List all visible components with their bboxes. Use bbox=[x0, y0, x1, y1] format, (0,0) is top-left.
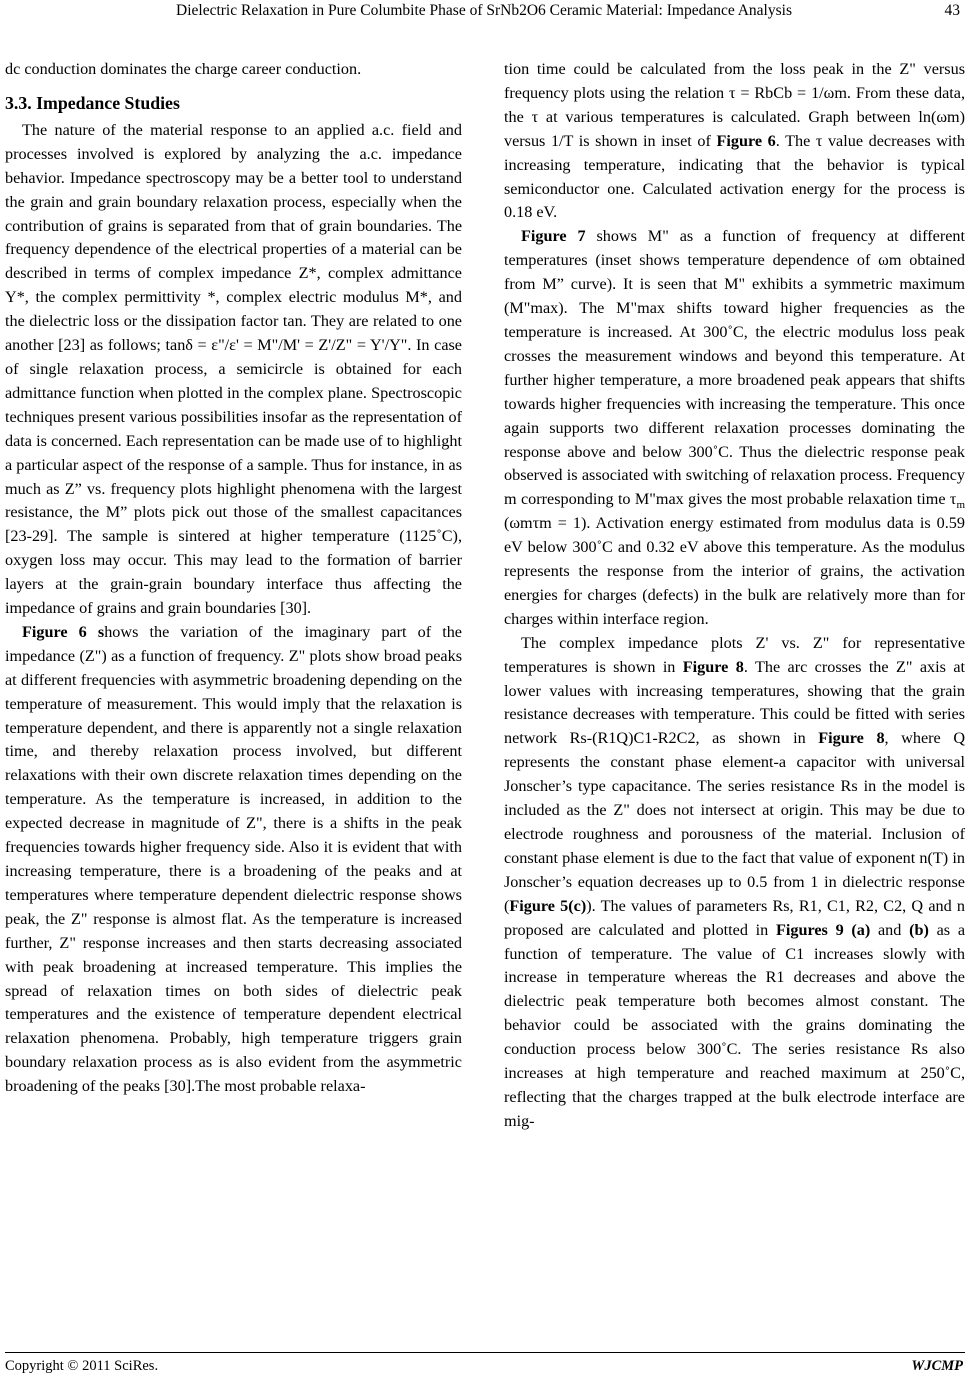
figure-ref-5c: Figure 5(c) bbox=[509, 896, 587, 915]
figure-ref-6-inset: Figure 6 bbox=[716, 131, 776, 150]
figure-ref-8-second: Figure 8 bbox=[818, 729, 885, 748]
paragraph-continuation: dc conduction dominates the charge career conduction. bbox=[5, 60, 362, 78]
footer bbox=[0, 1358, 968, 1378]
footer-rule bbox=[5, 1352, 965, 1353]
paragraph-impedance-intro: The nature of the material response to an applied a.c. field and processes involved is explored by analyzing the a.c. impedance behavior. Impedance spectroscopy may be a better tool to understand the grain and grain boundary relaxation process, especially when the contribution of grains is separated from that of grain boundaries. The frequency dependence of the electrical properties of a material can be described in terms of complex impedance Z*, complex admittance Y*, the complex permittivity *, complex electric modulus M*, and the dielectric loss or the dissipation factor tan. They are related to one another [23] as follows; tanδ = ε"/ε' = M"/M' = Z'/Z" = Y'/Y". In case of single relaxation process, a semicircle is obtained for each admittance function when plotted in the complex plane. Spectroscopic techniques present various possibilities insofar as the representation of data is concerned. Each representation can be made use of to highlight a particular aspect of the response of a sample. Thus for instance, in as much as Z” vs. frequency plots highlight phenomena with the largest resistance, the M” plots pick out those of the smallest capacitances [23-29]. The sample is sintered at higher temperature (1125˚C), oxygen loss may occur. This may lead to the formation of barrier layers at the grain-grain boundary interface thus affecting the impedance of grains and grain boundaries [30]. bbox=[5, 120, 462, 618]
paragraph-figure-8-text-e: as a function of temperature. The value of C1 increases slowly with increase in temperature whereas the R1 decreases and above the dielectric peak temperature both becomes almost constant. The behavior could be associated with the grains dominating the conduction process below 300˚C. The series resistance Rs also increases at high temperature and reached maximum at 250˚C, reflecting that the charges trapped at the bulk electrode interface are mig- bbox=[504, 920, 965, 1130]
paragraph-figure-8-text-c: , where Q represents the constant phase element-a capacitor with universal Jonscher’s type capacitance. The series resistance Rs in the model is included as the Z" does not intersect at origin. This may be due to electrode roughness and porousness of the material. Inclusion of constant phase element is due to the fact that value of exponent n(T) in Jonscher’s equation decreases up to 0.5 from 1 in dielectric response ( bbox=[504, 729, 965, 915]
copyright: Copyright © 2011 SciRes. bbox=[5, 1358, 159, 1374]
figure-ref-9a: Figures 9 (a) bbox=[775, 920, 871, 939]
figure-ref-7: Figure 7 bbox=[521, 227, 586, 246]
paragraph-figure-8-text-b: . The arc crosses the Z" axis at lower values with increasing temperatures, showing that the grain resistance decreases with temperature. This could be fitted with series network Rs-(R1Q)C1-R2C2, as shown in bbox=[504, 657, 965, 748]
figure-ref-6: Figure 6 s bbox=[22, 622, 105, 641]
paragraph-figure-8 bbox=[504, 632, 965, 1134]
paragraph-figure-8-text-a: The complex impedance plots Z' vs. Z" for representative temperatures is shown in bbox=[504, 633, 965, 676]
paragraph-figure-8-and: and bbox=[870, 920, 910, 939]
paragraph-figure-6 bbox=[5, 621, 462, 1099]
left-column bbox=[5, 58, 462, 1348]
paragraph-relaxation-time-text-b: . The τ value decreases with increasing temperature, indicating that the behavior is typical semiconductor one. Calculated activation energy for the process is 0.18 eV. bbox=[504, 131, 965, 222]
paragraph-relaxation-time bbox=[504, 58, 965, 225]
paragraph-figure-6-text: hows the variation of the imaginary part of the impedance (Z") as a function of frequency. Z" plots show broad peaks at different frequencies with asymmetric broadening depending on the temperature of measurement. This would imply that the relaxation is temperature dependent, and there is apparently not a single relaxation time, and thereby relaxation process involved, but different relaxations with their own discrete relaxation times depending on the temperature. As the temperature is increased, in addition to the expected decrease in magnitude of Z", there is a shifts in the peak frequencies towards higher frequency side. Also it is evident that with increasing temperature, there is a broadening of the peaks and at temperatures where temperature dependent dielectric response shows peak, the Z" response is almost flat. As the temperature is increased further, Z" response increases and then starts decreasing associated with peak broadening at increased temperature. This implies the spread of relaxation times on both sides of dielectric peak temperatures and the existence of temperature dependent electrical relaxation phenomena. Probably, high temperature triggers grain boundary relaxation process as is also evident from the asymmetric broadening of the peaks [30].The most probable relaxa- bbox=[5, 622, 462, 1096]
paragraph-figure-7-text-a: shows M" as a function of frequency at different temperatures (inset shows temperature dependence of ωm obtained from M” curve). It is seen that M" exhibits a symmetric maximum (M"max). The M"max shifts toward higher frequencies as the temperature is increased. At 300˚C, the electric modulus loss peak crosses the measurement windows and beyond this temperature. At further higher temperature, a more broadened peak appears that shifts towards higher frequencies with increasing the temperature. This once again supports two different relaxation processes dominating the response above and below 300˚C. Thus the dielectric response peak observed is associated with switching of relaxation process. Frequency m corresponding to M"max gives the most probable relaxation time τ bbox=[504, 227, 965, 509]
paragraph-figure-7-text-b: (ωmτm = 1). Activation energy estimated from modulus data is 0.59 eV below 300˚C and 0.32 eV above this temperature. As the modulus represents the response from the interior of grains, the activation energies for charges (defects) in the bulk are relatively more than for charges within interface region. bbox=[504, 514, 965, 628]
figure-ref-9b: (b) bbox=[909, 920, 929, 939]
running-header: Dielectric Relaxation in Pure Columbite Phase of SrNb2O6 Ceramic Material: Impedance Analysis bbox=[176, 2, 792, 19]
figure-ref-8: Figure 8 bbox=[682, 657, 744, 676]
paragraph-figure-8-text-d: ). The values of parameters Rs, R1, C1, R2, C2, Q and n proposed are calculated and plotted in bbox=[504, 896, 965, 939]
section-heading: 3.3. Impedance Studies bbox=[5, 92, 180, 113]
subscript-m: m bbox=[956, 499, 965, 512]
paragraph-figure-7 bbox=[504, 225, 965, 631]
right-column bbox=[504, 58, 965, 1348]
journal-name: WJCMP bbox=[911, 1358, 963, 1374]
page-number: 43 bbox=[944, 2, 960, 19]
paragraph-relaxation-time-text-a: tion time could be calculated from the loss peak in the Z" versus frequency plots using the relation τ = RbCb = 1/ωm. From these data, the τ at various temperatures is calculated. Graph between ln(ωm) versus 1/T is shown in inset of bbox=[504, 60, 965, 150]
